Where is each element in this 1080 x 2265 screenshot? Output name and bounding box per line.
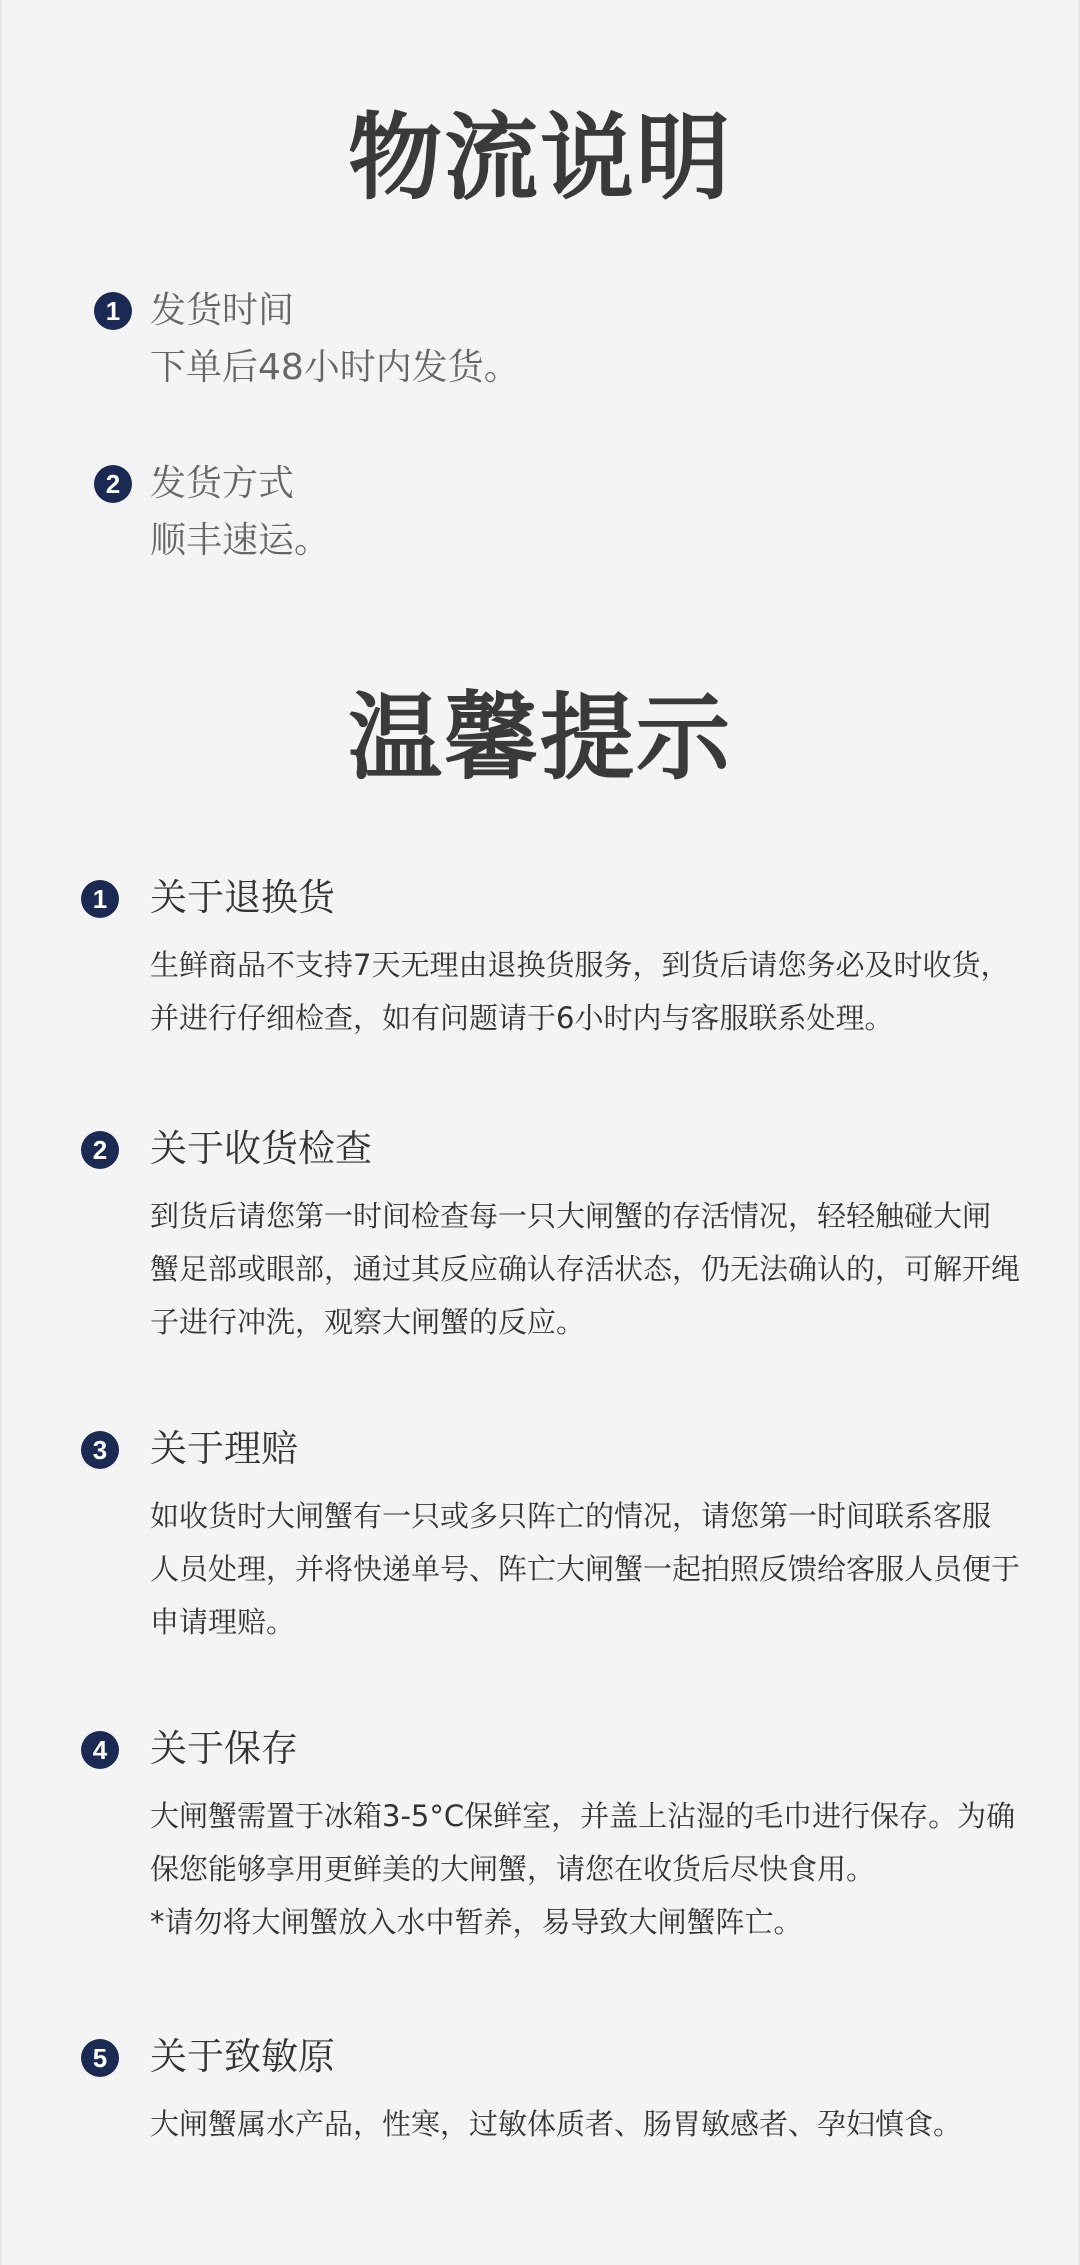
tip-claims-line: 申请理赔。	[150, 1605, 296, 1639]
tip-inspection-line: 蟹足部或眼部，通过其反应确认存活状态，仍无法确认的，可解开绳	[150, 1252, 1021, 1286]
tips-title: 温馨提示	[347, 684, 732, 793]
tip-storage-line: 大闸蟹需置于冰箱3-5°C保鲜室，并盖上沾湿的毛巾进行保存。为确	[150, 1799, 1016, 1833]
ship-time-label: 发货时间	[150, 290, 295, 331]
tip-claims-line: 人员处理，并将快递单号、阵亡大闸蟹一起拍照反馈给客服人员便于	[150, 1552, 1021, 1586]
number-3-badge-icon: 3	[81, 1431, 119, 1469]
tip-inspection-heading: 关于收货检查	[150, 1127, 372, 1170]
number-1-badge-icon: 1	[94, 292, 132, 330]
tip-allergens-heading: 关于致敏原	[150, 2035, 335, 2078]
tip-inspection-line: 子进行冲洗，观察大闸蟹的反应。	[150, 1305, 586, 1339]
logistics-title: 物流说明	[347, 104, 732, 213]
tip-inspection-line: 到货后请您第一时间检查每一只大闸蟹的存活情况，轻轻触碰大闸	[150, 1199, 992, 1233]
left-edge-divider	[0, 0, 2, 2265]
number-2-badge-icon: 2	[81, 1131, 119, 1169]
tip-storage-line: 保您能够享用更鲜美的大闸蟹，请您在收货后尽快食用。	[150, 1852, 876, 1886]
ship-time-value: 下单后48小时内发货。	[150, 347, 520, 388]
tip-returns-line: 生鲜商品不支持7天无理由退换货服务，到货后请您务必及时收货，	[150, 948, 1010, 982]
number-2-badge-icon: 2	[94, 465, 132, 503]
tip-allergens-line: 大闸蟹属水产品，性寒，过敏体质者、肠胃敏感者、孕妇慎食。	[150, 2107, 963, 2141]
tip-inspection-body	[150, 1190, 1025, 1349]
ship-method-label: 发货方式	[150, 463, 295, 504]
tip-returns-line: 并进行仔细检查，如有问题请于6小时内与客服联系处理。	[150, 1001, 894, 1035]
tip-claims-body	[150, 1490, 1025, 1649]
number-4-badge-icon: 4	[81, 1731, 119, 1769]
tip-storage-heading: 关于保存	[150, 1727, 298, 1770]
number-1-badge-icon: 1	[81, 880, 119, 918]
ship-method-value: 顺丰速运。	[150, 520, 331, 561]
tip-claims-heading: 关于理赔	[150, 1427, 298, 1470]
number-5-badge-icon: 5	[81, 2039, 119, 2077]
tip-returns-heading: 关于退换货	[150, 876, 335, 919]
tip-allergens-body	[150, 2098, 1025, 2151]
tip-storage-body	[150, 1790, 1025, 1949]
tip-returns-body	[150, 939, 1025, 1045]
tip-claims-line: 如收货时大闸蟹有一只或多只阵亡的情况，请您第一时间联系客服	[150, 1499, 992, 1533]
tip-storage-line: *请勿将大闸蟹放入水中暂养，易导致大闸蟹阵亡。	[150, 1905, 803, 1939]
